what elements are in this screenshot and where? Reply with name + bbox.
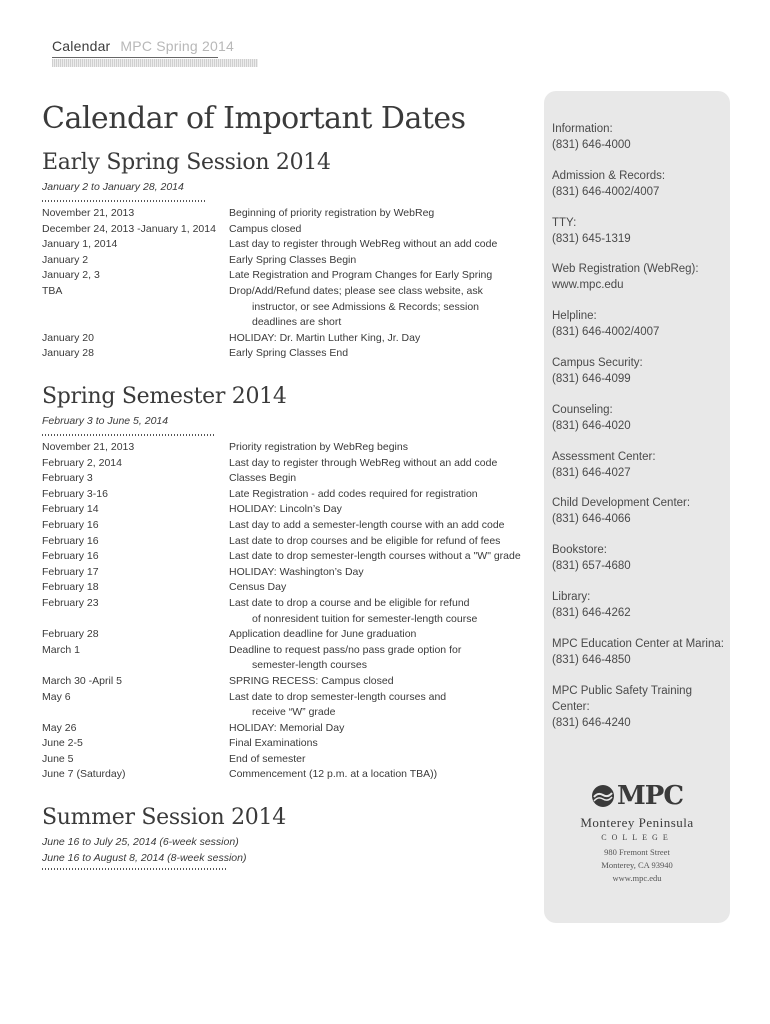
contact-label: Information:	[552, 123, 613, 135]
description-cell	[229, 534, 542, 550]
description-text: Campus closed	[229, 222, 302, 235]
description-text: Final Examinations	[229, 737, 318, 750]
date-cell: November 21, 2013	[42, 207, 135, 219]
contact-value: www.mpc.edu	[552, 279, 624, 292]
date-row	[42, 331, 542, 347]
contact-label: MPC Public Safety Training Center:	[552, 684, 692, 713]
date-cell: February 3	[42, 472, 93, 485]
description-cell	[229, 565, 542, 581]
contact-label: MPC Education Center at Marina:	[552, 637, 724, 650]
logo-wordmark: MPC	[616, 781, 684, 811]
description-continuation: semester-length courses	[252, 659, 367, 672]
contact-label: Helpline:	[552, 310, 597, 323]
mpc-logo	[544, 781, 730, 885]
date-cell: February 23	[42, 596, 99, 609]
date-cell: January 20	[42, 331, 94, 344]
date-row	[42, 565, 542, 581]
address-website: www.mpc.edu	[612, 873, 662, 883]
description-text: SPRING RECESS: Campus closed	[229, 674, 394, 687]
description-text: Application deadline for June graduation	[229, 628, 417, 641]
dotted-divider	[42, 434, 216, 436]
header-rule	[52, 57, 218, 58]
contact-value: (831) 646-4066	[552, 513, 631, 526]
section-title: Spring Semester 2014	[42, 384, 287, 409]
contact-value: (831) 646-4002/4007	[552, 326, 660, 339]
address-city: Monterey, CA 93940	[601, 860, 673, 870]
description-cell	[229, 690, 542, 721]
running-header	[52, 38, 234, 54]
description-text: Late Registration - add codes required for registration	[229, 487, 478, 500]
date-cell: November 21, 2013	[42, 441, 135, 453]
description-cell	[229, 346, 542, 362]
date-row	[42, 206, 542, 222]
date-cell: January 2, 3	[42, 269, 100, 282]
section-range-1: June 16 to July 25, 2014 (6-week session)	[42, 836, 239, 848]
date-cell: February 17	[42, 565, 99, 578]
contact-label: Admission & Records:	[552, 169, 666, 182]
description-text: Commencement (12 p.m. at a location TBA))	[229, 768, 438, 781]
summer-session-section	[42, 805, 542, 874]
date-cell: January 2	[42, 253, 89, 266]
description-text: Classes Begin	[229, 472, 297, 485]
description-cell	[229, 206, 542, 222]
date-row	[42, 253, 542, 269]
description-cell	[229, 736, 542, 752]
contact-label: TTY:	[552, 216, 577, 229]
description-cell	[229, 456, 542, 472]
date-cell: May 26	[42, 721, 77, 734]
description-text: Early Spring Classes End	[229, 347, 349, 360]
description-cell	[229, 627, 542, 643]
contact-item	[552, 355, 730, 402]
section-title: Early Spring Session 2014	[42, 150, 331, 175]
description-continuation: deadlines are short	[252, 316, 342, 329]
wave-emblem-icon	[591, 784, 615, 808]
contact-value: (831) 646-4000	[552, 139, 631, 151]
spring-semester-section	[42, 384, 542, 783]
page-title: Calendar of Important Dates	[42, 101, 466, 136]
date-row	[42, 222, 542, 238]
description-cell	[229, 253, 542, 269]
contact-value: (831) 646-4099	[552, 372, 631, 385]
description-cell	[229, 222, 542, 238]
contact-item	[552, 542, 730, 589]
spring-semester-dates	[42, 440, 542, 783]
date-cell: February 16	[42, 550, 99, 563]
date-cell: February 16	[42, 518, 99, 531]
date-cell: February 3-16	[42, 487, 108, 500]
date-row	[42, 643, 542, 674]
contact-item	[552, 308, 730, 355]
section-range-2: June 16 to August 8, 2014 (8-week session)	[42, 852, 247, 864]
description-cell	[229, 580, 542, 596]
description-text: Deadline to request pass/no pass grade option for	[229, 643, 462, 656]
contact-item	[552, 683, 730, 730]
date-cell: February 16	[42, 534, 99, 547]
early-spring-dates	[42, 206, 542, 362]
date-row	[42, 736, 542, 752]
contact-item	[552, 121, 730, 168]
header-term: MPC Spring 2014	[120, 38, 234, 54]
description-text: Last date to drop semester-length courses and	[229, 690, 447, 703]
contact-item	[552, 402, 730, 449]
date-row	[42, 690, 542, 721]
contact-value: (831) 646-4027	[552, 466, 631, 479]
date-cell: February 2, 2014	[42, 456, 122, 469]
date-cell: February 18	[42, 581, 99, 594]
date-cell: June 2-5	[42, 737, 83, 750]
description-text: Drop/Add/Refund dates; please see class website, ask	[229, 284, 483, 297]
logo-mark	[591, 781, 683, 811]
date-row	[42, 721, 542, 737]
contact-label: Counseling:	[552, 403, 613, 416]
date-row	[42, 596, 542, 627]
description-cell	[229, 331, 542, 347]
contact-value: (831) 646-4020	[552, 419, 631, 432]
description-cell	[229, 440, 542, 456]
description-text: Last date to drop semester-length courses without a "W" grade	[229, 550, 521, 563]
contact-item	[552, 261, 730, 308]
date-cell: TBA	[42, 284, 63, 297]
header-calendar: Calendar	[52, 38, 111, 54]
date-cell: February 28	[42, 628, 99, 641]
description-cell	[229, 284, 542, 331]
contact-value: (831) 646-4850	[552, 653, 631, 666]
date-cell: March 30 -April 5	[42, 674, 122, 687]
contact-label: Library:	[552, 590, 591, 603]
college-word: COLLEGE	[601, 833, 673, 842]
description-cell	[229, 674, 542, 690]
description-cell	[229, 721, 542, 737]
description-cell	[229, 502, 542, 518]
description-text: Priority registration by WebReg begins	[229, 441, 408, 453]
contact-label: Assessment Center:	[552, 450, 656, 463]
section-range: February 3 to June 5, 2014	[42, 415, 169, 427]
date-row	[42, 674, 542, 690]
date-row	[42, 518, 542, 534]
date-cell: May 6	[42, 690, 71, 703]
date-row	[42, 456, 542, 472]
description-cell	[229, 237, 542, 253]
section-title: Summer Session 2014	[42, 805, 286, 830]
date-cell: January 1, 2014	[42, 238, 118, 251]
description-cell	[229, 643, 542, 674]
contact-value: (831) 646-4240	[552, 716, 631, 729]
description-continuation: of nonresident tuition for semester-length course	[252, 612, 478, 625]
description-text: HOLIDAY: Washington’s Day	[229, 565, 364, 578]
date-row	[42, 440, 542, 456]
description-cell	[229, 549, 542, 565]
contact-value: (831) 646-4262	[552, 606, 631, 619]
contact-label: Campus Security:	[552, 356, 643, 369]
dotted-divider	[42, 868, 228, 870]
description-text: Last date to drop courses and be eligible for refund of fees	[229, 534, 501, 547]
description-text: Early Spring Classes Begin	[229, 253, 357, 266]
contact-value: (831) 646-4002/4007	[552, 185, 660, 198]
date-cell: June 5	[42, 752, 74, 765]
date-row	[42, 237, 542, 253]
description-cell	[229, 767, 542, 783]
description-continuation: receive “W” grade	[252, 706, 336, 719]
date-row	[42, 580, 542, 596]
header-band	[52, 59, 258, 67]
date-row	[42, 767, 542, 783]
contact-item	[552, 495, 730, 542]
dotted-divider	[42, 200, 207, 202]
description-text: Beginning of priority registration by WebReg	[229, 207, 435, 219]
date-row	[42, 502, 542, 518]
description-text: Census Day	[229, 581, 287, 594]
date-row	[42, 752, 542, 768]
date-row	[42, 487, 542, 503]
description-text: Last day to add a semester-length course with an add code	[229, 518, 505, 531]
description-text: HOLIDAY: Memorial Day	[229, 721, 345, 734]
description-text: HOLIDAY: Lincoln’s Day	[229, 503, 342, 516]
section-range: January 2 to January 28, 2014	[42, 181, 184, 193]
date-cell: February 14	[42, 503, 99, 516]
address-street: 980 Fremont Street	[604, 847, 670, 857]
contact-item	[552, 636, 730, 683]
date-row	[42, 627, 542, 643]
date-row	[42, 534, 542, 550]
description-cell	[229, 268, 542, 284]
contact-item	[552, 589, 730, 636]
contact-item	[552, 449, 730, 496]
description-cell	[229, 752, 542, 768]
description-text: HOLIDAY: Dr. Martin Luther King, Jr. Day	[229, 331, 421, 344]
date-cell: March 1	[42, 643, 80, 656]
description-text: Last day to register through WebReg without an add code	[229, 238, 498, 251]
contact-label: Web Registration (WebReg):	[552, 263, 699, 276]
college-address	[544, 846, 730, 885]
description-cell	[229, 518, 542, 534]
date-row	[42, 346, 542, 362]
description-cell	[229, 596, 542, 627]
description-cell	[229, 471, 542, 487]
contact-value: (831) 645-1319	[552, 232, 631, 245]
contact-item	[552, 168, 730, 215]
contact-sidebar	[544, 91, 730, 923]
date-row	[42, 284, 542, 331]
description-continuation: instructor, or see Admissions & Records; session	[252, 300, 480, 313]
contact-item	[552, 215, 730, 262]
description-cell	[229, 487, 542, 503]
contact-label: Bookstore:	[552, 544, 607, 557]
date-cell: June 7 (Saturday)	[42, 768, 126, 781]
date-cell: December 24, 2013 -January 1, 2014	[42, 222, 216, 235]
early-spring-section	[42, 150, 542, 362]
description-text: End of semester	[229, 752, 306, 765]
description-text: Last date to drop a course and be eligible for refund	[229, 596, 470, 609]
description-text: Late Registration and Program Changes for Early Spring	[229, 269, 493, 282]
description-text: Last day to register through WebReg without an add code	[229, 456, 498, 469]
contact-value: (831) 657-4680	[552, 560, 631, 573]
date-row	[42, 268, 542, 284]
date-row	[42, 549, 542, 565]
date-row	[42, 471, 542, 487]
college-name: Monterey Peninsula	[580, 815, 694, 830]
contact-label: Child Development Center:	[552, 497, 691, 510]
date-cell: January 28	[42, 347, 94, 360]
contact-list	[552, 121, 730, 729]
